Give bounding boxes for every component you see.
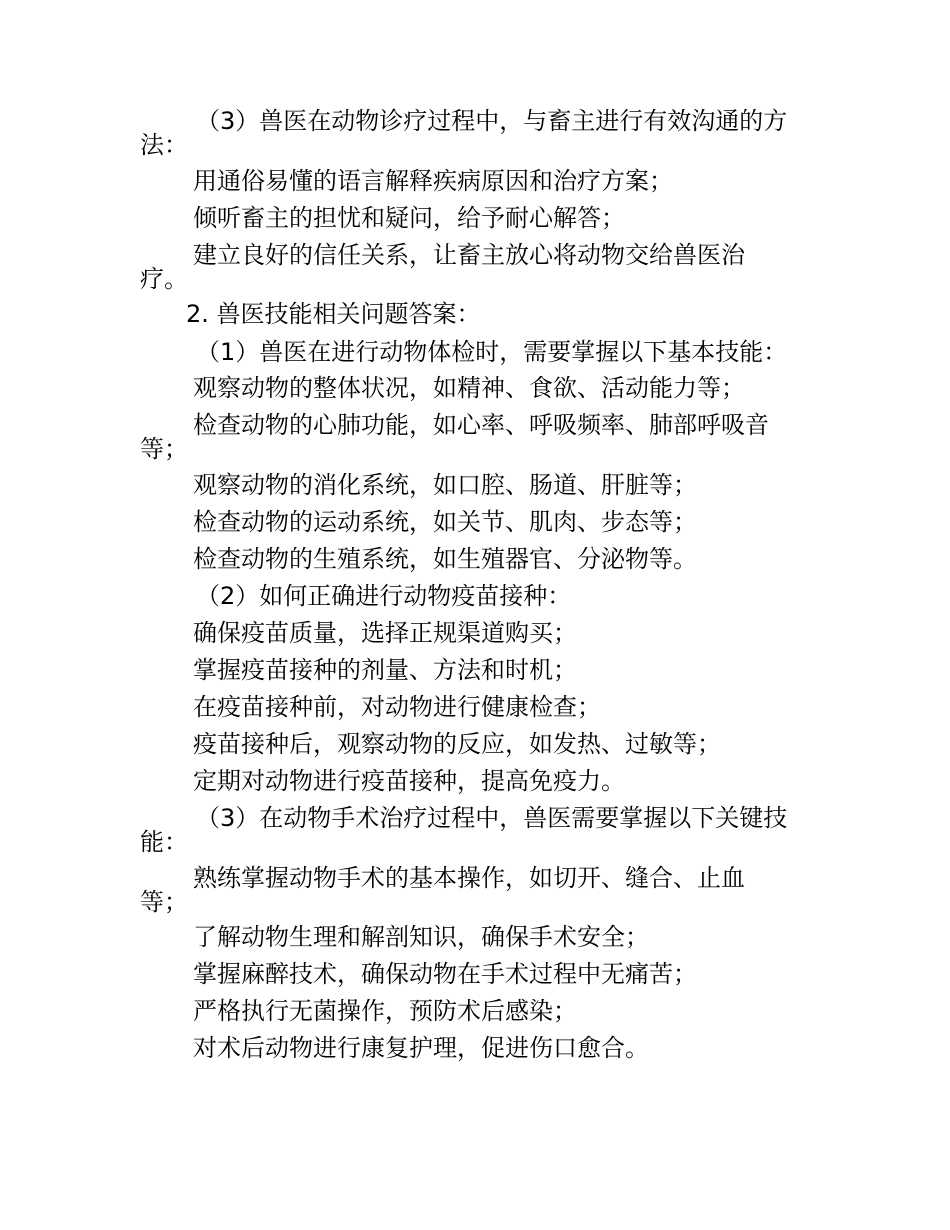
paragraph-line: 掌握疫苗接种的剂量、方法和时机； bbox=[193, 656, 577, 684]
paragraph-line: 检查动物的运动系统，如关节、肌肉、步态等； bbox=[193, 508, 697, 536]
paragraph-line: 疗。 bbox=[140, 265, 188, 293]
paragraph-line: 法： bbox=[140, 131, 188, 159]
paragraph-line: 检查动物的心肺功能，如心率、呼吸频率、肺部呼吸音 bbox=[193, 411, 769, 439]
paragraph-line: 了解动物生理和解剖知识，确保手术安全； bbox=[193, 923, 649, 951]
paragraph-line: 建立良好的信任关系，让畜主放心将动物交给兽医治 bbox=[193, 241, 745, 269]
paragraph-line: 观察动物的整体状况，如精神、食欲、活动能力等； bbox=[193, 374, 745, 402]
paragraph-line: 确保疫苗质量，选择正规渠道购买； bbox=[193, 619, 577, 647]
paragraph-line: 用通俗易懂的语言解释疾病原因和治疗方案； bbox=[193, 167, 673, 195]
paragraph-line: 能： bbox=[140, 828, 188, 856]
paragraph-line: 定期对动物进行疫苗接种，提高免疫力。 bbox=[193, 767, 625, 795]
paragraph-line: （1）兽医在进行动物体检时，需要掌握以下基本技能： bbox=[196, 338, 788, 366]
paragraph-line: 观察动物的消化系统，如口腔、肠道、肝脏等； bbox=[193, 471, 697, 499]
paragraph-line: 严格执行无菌操作，预防术后感染； bbox=[193, 997, 577, 1025]
paragraph-line: 在疫苗接种前，对动物进行健康检查； bbox=[193, 693, 601, 721]
paragraph-line: 掌握麻醉技术，确保动物在手术过程中无痛苦； bbox=[193, 960, 697, 988]
paragraph-line: 倾听畜主的担忧和疑问，给予耐心解答； bbox=[193, 204, 625, 232]
paragraph-line: （3）在动物手术治疗过程中，兽医需要掌握以下关键技 bbox=[196, 804, 788, 832]
paragraph-line: 等； bbox=[140, 888, 188, 916]
paragraph-line: 对术后动物进行康复护理，促进伤口愈合。 bbox=[193, 1034, 649, 1062]
paragraph-line: （3）兽医在动物诊疗过程中，与畜主进行有效沟通的方 bbox=[196, 107, 788, 135]
paragraph-line: 等； bbox=[140, 435, 188, 463]
paragraph-line: （2）如何正确进行动物疫苗接种： bbox=[196, 582, 572, 610]
paragraph-line: 检查动物的生殖系统，如生殖器官、分泌物等。 bbox=[193, 545, 697, 573]
section-heading: 2. 兽医技能相关问题答案： bbox=[186, 300, 481, 328]
paragraph-line: 熟练掌握动物手术的基本操作，如切开、缝合、止血 bbox=[193, 864, 745, 892]
paragraph-line: 疫苗接种后，观察动物的反应，如发热、过敏等； bbox=[193, 730, 721, 758]
